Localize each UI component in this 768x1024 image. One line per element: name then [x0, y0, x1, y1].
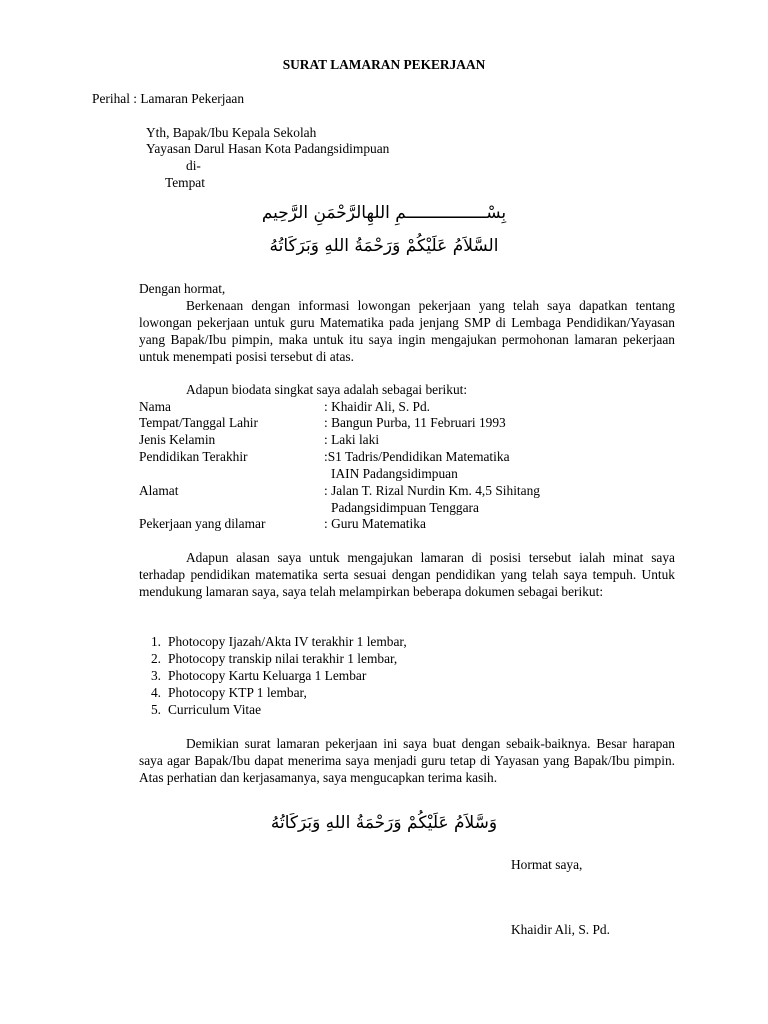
list-item: Photocopy KTP 1 lembar, [168, 685, 307, 700]
list-item-number: 4. [150, 685, 161, 700]
bio-value-address: : Jalan T. Rizal Nurdin Km. 4,5 Sihitang [324, 483, 540, 498]
recipient-line-3: di- [186, 158, 201, 173]
bio-intro: Adapun biodata singkat saya adalah sebagai berikut: [186, 382, 468, 397]
bio-value-address-2: Padangsidimpuan Tenggara [331, 500, 479, 515]
list-item-number: 5. [150, 702, 161, 717]
recipient-line-1: Yth, Bapak/Ibu Kepala Sekolah [146, 125, 317, 140]
paragraph-intro: Berkenaan dengan informasi lowongan pekerjaan yang telah saya dapatkan tentang lowongan pekerjaan untuk guru Matematika pada jenjang SMP di Lembaga Pendidikan/Yayasan yang Bapak/Ibu pimpin, maka untuk itu saya ingin mengajukan permohonan lamaran pekerjaan untuk menempati posisi tersebut di atas. [139, 298, 675, 364]
recipient-line-4: Tempat [165, 175, 205, 190]
salam-closing: وَسَّلاَمُ عَلَيْكُمْ وَرَحْمَةُ اللهِ وَبَرَكَاتُهُ [270, 813, 498, 833]
bio-label-position: Pekerjaan yang dilamar [139, 516, 266, 531]
list-item: Curriculum Vitae [168, 702, 262, 717]
bio-value-education-2: IAIN Padangsidimpuan [331, 466, 458, 481]
salam-opening: السَّلاَمُ عَلَيْكُمْ وَرَحْمَةُ اللهِ وَبَرَكَاتُهُ [269, 236, 499, 256]
bio-label-address: Alamat [139, 483, 179, 498]
bio-value-gender: : Laki laki [324, 432, 380, 447]
recipient-line-2: Yayasan Darul Hasan Kota Padangsidimpuan [146, 141, 390, 156]
list-item: Photocopy Ijazah/Akta IV terakhir 1 lembar, [168, 634, 407, 649]
letter-subject: Perihal : Lamaran Pekerjaan [92, 91, 245, 106]
list-item: Photocopy transkip nilai terakhir 1 lembar, [168, 651, 398, 666]
bio-label-name: Nama [139, 399, 171, 414]
bio-value-birth: : Bangun Purba, 11 Februari 1993 [324, 415, 506, 430]
paragraph-closing: Demikian surat lamaran pekerjaan ini saya buat dengan sebaik-baiknya. Besar harapan saya agar Bapak/Ibu dapat menerima saya menjadi guru tetap di Yayasan yang Bapak/Ibu pimpin. Atas perhatian dan kerjasamanya, saya mengucapkan terima kasih. [139, 736, 675, 785]
paragraph-reason: Adapun alasan saya untuk mengajukan lamaran di posisi tersebut ialah minat saya terhadap pendidikan matematika serta sesuai dengan pendidikan yang telah saya tempuh. Untuk mendukung lamaran saya, saya telah melampirkan beberapa dokumen sebagai berikut: [139, 550, 675, 599]
bio-label-birth: Tempat/Tanggal Lahir [139, 415, 258, 430]
basmalah: بِسْــــــــــــــــمِ اللهِالرَّحْمَنِ الرَّحِيم [261, 203, 507, 223]
closing-phrase: Hormat saya, [511, 857, 583, 872]
greeting: Dengan hormat, [139, 281, 226, 296]
bio-value-position: : Guru Matematika [324, 516, 426, 531]
list-item-number: 1. [150, 634, 161, 649]
list-item: Photocopy Kartu Keluarga 1 Lembar [168, 668, 367, 683]
bio-label-education: Pendidikan Terakhir [139, 449, 248, 464]
letter-title: SURAT LAMARAN PEKERJAAN [282, 57, 486, 72]
bio-value-education: :S1 Tadris/Pendidikan Matematika [324, 449, 510, 464]
list-item-number: 3. [150, 668, 161, 683]
bio-label-gender: Jenis Kelamin [139, 432, 216, 447]
list-item-number: 2. [150, 651, 161, 666]
signature-name: Khaidir Ali, S. Pd. [511, 922, 610, 937]
bio-value-name: : Khaidir Ali, S. Pd. [324, 399, 431, 414]
